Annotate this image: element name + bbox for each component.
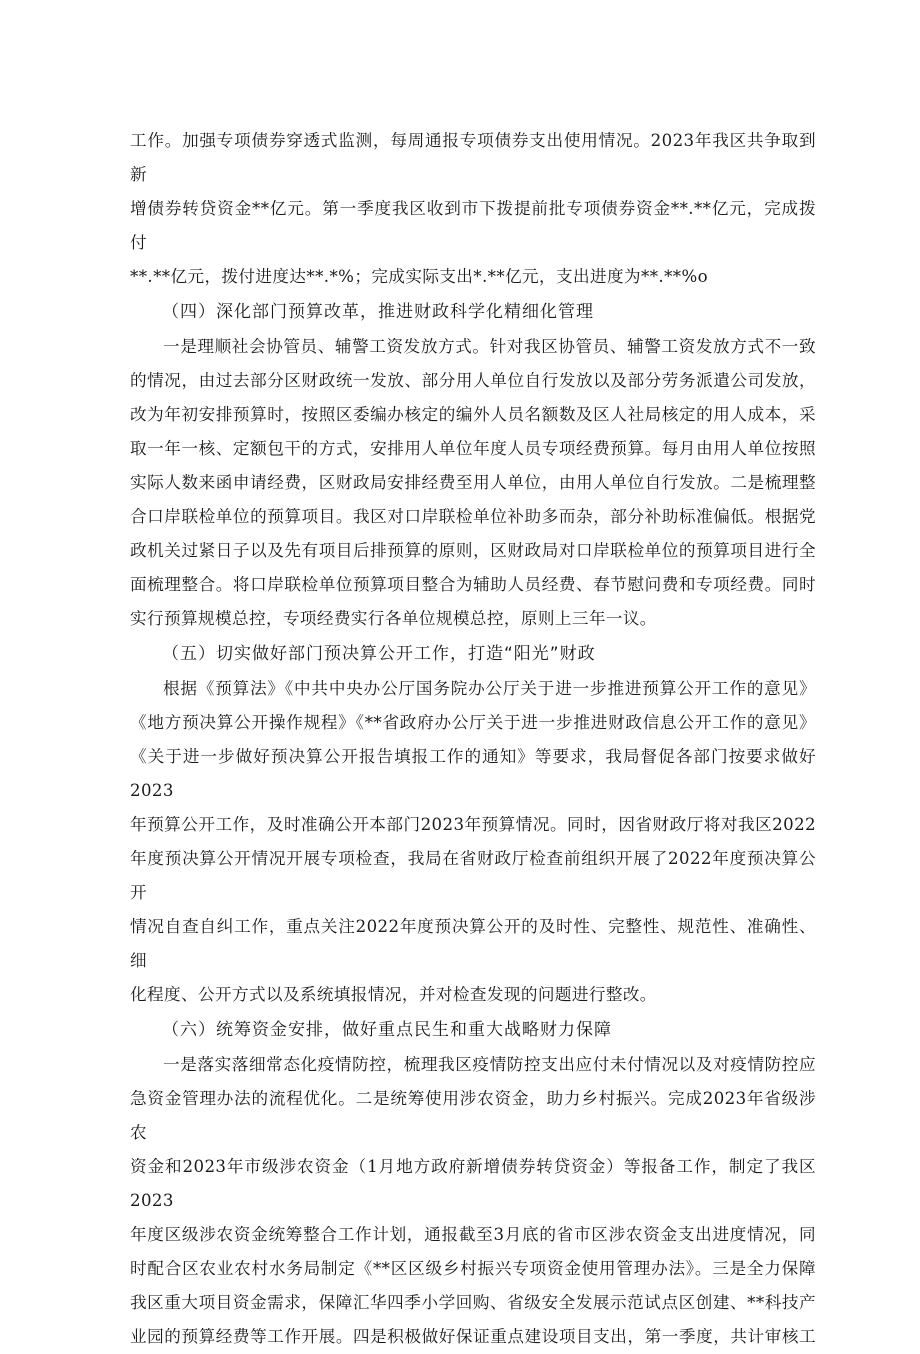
text-line: 年预算公开工作，及时准确公开本部门2023年预算情况。同时，因省财政厅将对我区2022 [130,815,816,834]
text-line: 年度区级涉农资金统筹整合工作计划，通报截至3月底的省市区涉农资金支出进度情况，同 [130,1225,816,1244]
text-line: 年度预决算公开情况开展专项检查，我局在省财政厅检查前组织开展了2022年度预决算公开 [130,849,816,902]
text-line: 增债券转贷资金**亿元。第一季度我区收到市下拨提前批专项债券资金**.**亿元，完成拨付 [130,199,816,252]
text-line: 政机关过紧日子以及先有项目后排预算的原则，区财政局对口岸联检单位的预算项目进行全 [130,541,816,560]
text-line: 业园的预算经费等工作开展。四是积极做好保证重点建设项目支出，第一季度，共计审核工 [130,1327,816,1346]
text-line: 的情况，由过去部分区财政统一发放、部分用人单位自行发放以及部分劳务派遣公司发放， [130,371,816,390]
text-line: 我区重大项目资金需求，保障汇华四季小学回购、省级安全发展示范试点区创建、**科技产 [130,1293,816,1312]
text-line: 一是理顺社会协管员、辅警工资发放方式。针对我区协管员、辅警工资发放方式不一致 [163,337,816,356]
paragraph-budget-disclosure [130,672,816,1012]
text-line: 情况自查自纠工作，重点关注2022年度预决算公开的及时性、完整性、规范性、准确性、细 [130,917,816,970]
text-line: 一是落实落细常态化疫情防控，梳理我区疫情防控支出应付未付情况以及对疫情防控应 [163,1055,816,1074]
text-line: 资金和2023年市级涉农资金（1月地方政府新增债券转贷资金）等报备工作，制定了我区2023 [130,1157,816,1210]
text-line: 实行预算规模总控，专项经费实行各单位规模总控，原则上三年一议。 [130,609,657,628]
document-body [130,124,816,1354]
text-line: 《地方预决算公开操作规程》《**省政府办公厅关于进一步推进财政信息公开工作的意见》 [130,713,816,732]
text-line: 化程度、公开方式以及系统填报情况，并对检查发现的问题进行整改。 [130,985,657,1004]
text-line: 改为年初安排预算时，按照区委编办核定的编外人员名额数及区人社局核定的用人成本，采 [130,405,816,424]
section-heading-five: （五）切实做好部门预决算公开工作，打造“阳光”财政 [162,644,596,664]
text-line: **.**亿元，拨付进度达**.*%；完成实际支出*.**亿元，支出进度为**.**%o [130,267,709,286]
text-line: 《关于进一步做好预决算公开报告填报工作的通知》等要求，我局督促各部门按要求做好2023 [130,747,816,800]
text-line: 面梳理整合。将口岸联检单位预算项目整合为辅助人员经费、春节慰问费和专项经费。同时 [130,575,816,594]
text-line: 合口岸联检单位的预算项目。我区对口岸联检单位补助多而杂，部分补助标准偏低。根据党 [130,507,816,526]
text-line: 时配合区农业农村水务局制定《**区区级乡村振兴专项资金使用管理办法》。三是全力保障 [130,1259,816,1278]
text-line: 实际人数来函申请经费，区财政局安排经费至用人单位，由用人单位自行发放。二是梳理整 [130,473,816,492]
paragraph-budget-reform [130,330,816,636]
text-line: 工作。加强专项债券穿透式监测，每周通报专项债券支出使用情况。2023年我区共争取到新 [130,131,816,184]
text-line: 取一年一核、定额包干的方式，安排用人单位年度人员专项经费预算。每月由用人单位按照 [130,439,816,458]
section-heading-four: （四）深化部门预算改革，推进财政科学化精细化管理 [162,302,594,322]
paragraph-special-bond-progress [130,124,816,294]
section-heading-six: （六）统筹资金安排，做好重点民生和重大战略财力保障 [162,1020,612,1040]
text-line: 根据《预算法》《中共中央办公厅国务院办公厅关于进一步推进预算公开工作的意见》 [163,679,816,698]
paragraph-fund-allocation [130,1048,816,1354]
text-line: 急资金管理办法的流程优化。二是统筹使用涉农资金，助力乡村振兴。完成2023年省级涉农 [130,1089,816,1142]
